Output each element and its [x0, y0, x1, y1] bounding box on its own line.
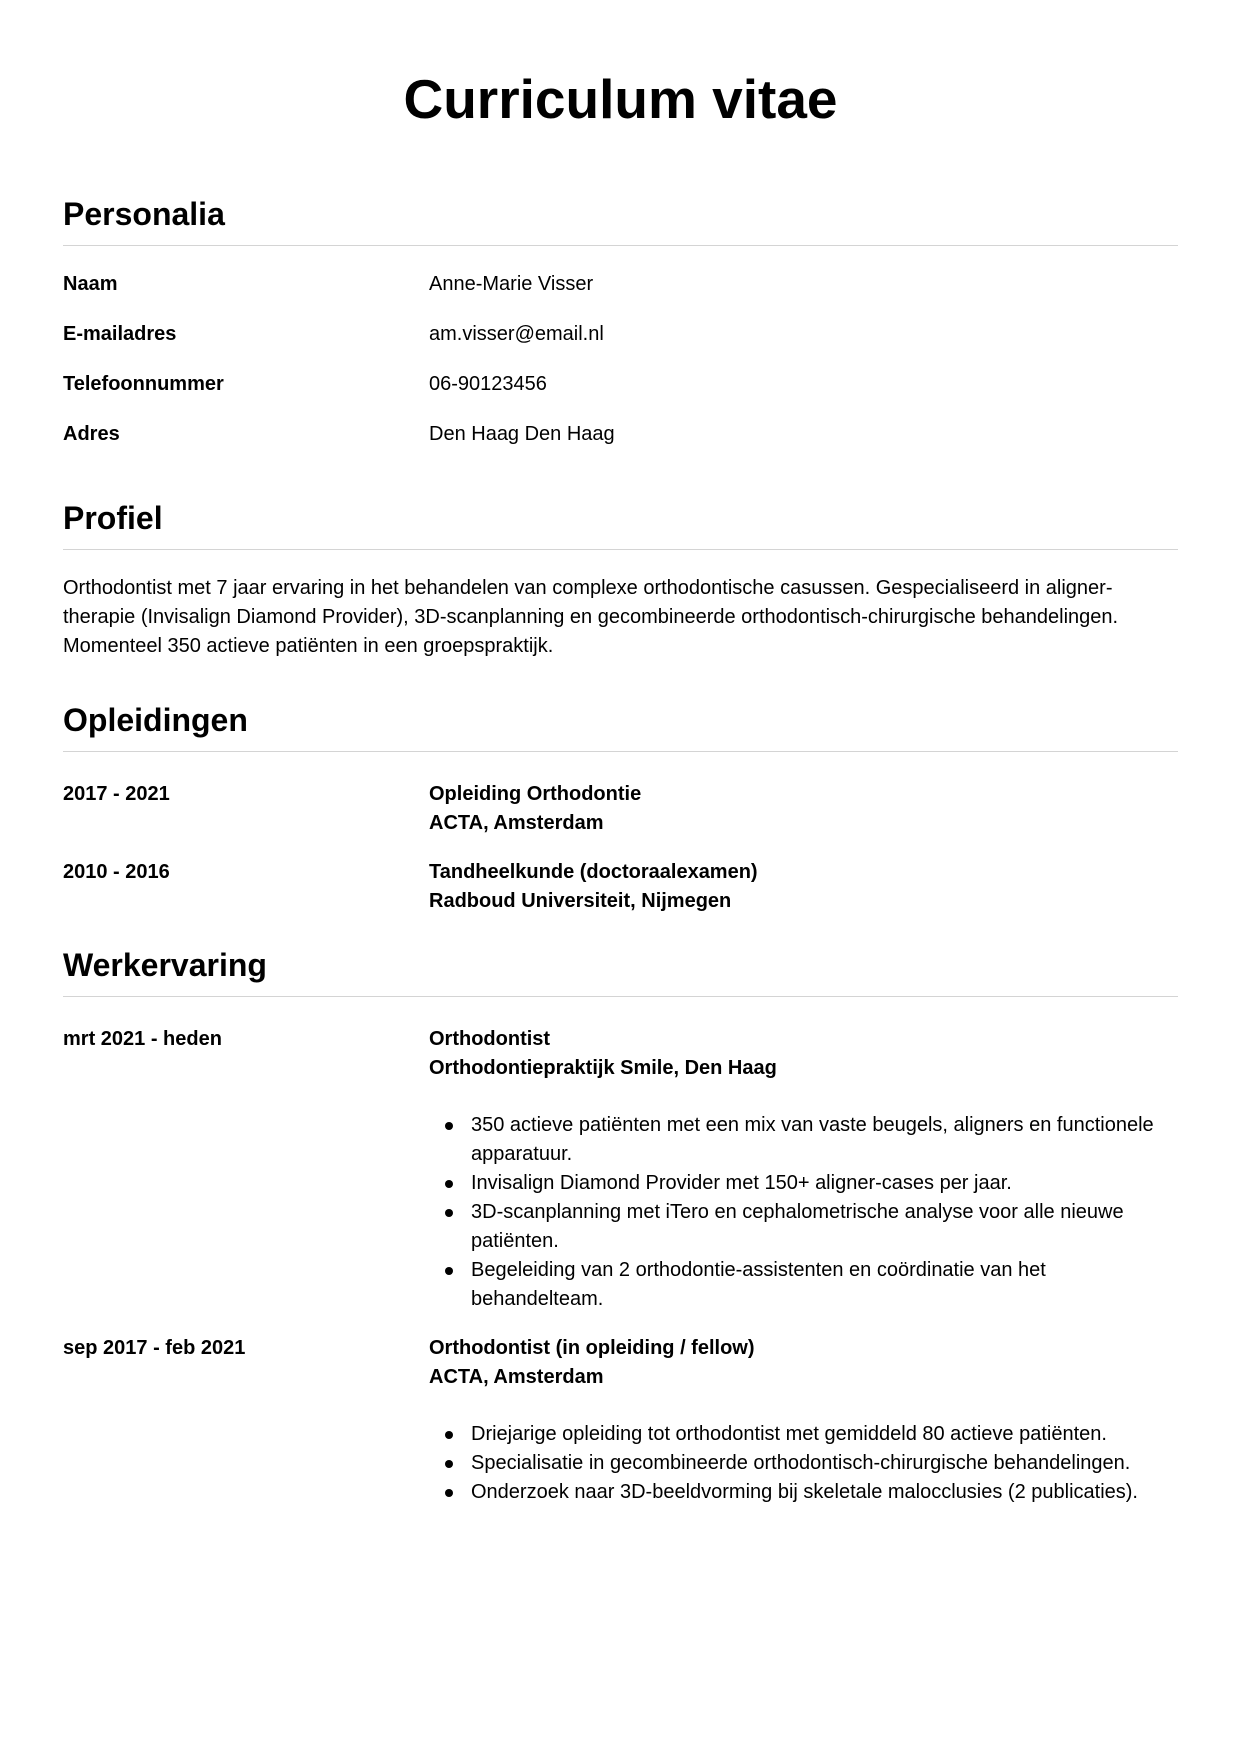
- personalia-list: [63, 270, 1178, 470]
- profile-text: Orthodontist met 7 jaar ervaring in het behandelen van complexe orthodontische casussen. Gespecialiseerd in aligner-therapie (Invisalign Diamond Provider), 3D-scanplanning en gecombineerde orthodontisch-chirurgische behandelingen. Momenteel 350 actieve patiënten in een groepspraktijk.: [63, 577, 1119, 657]
- entry-dates: 2010 - 2016: [63, 861, 170, 883]
- personalia-label: Telefoonnummer: [63, 373, 224, 395]
- entry-dates: mrt 2021 - heden: [63, 1028, 222, 1050]
- entry-dates: sep 2017 - feb 2021: [63, 1337, 246, 1359]
- bullet-item: Invisalign Diamond Provider met 150+ aligner-cases per jaar.: [471, 1169, 1178, 1198]
- personalia-value: am.visser@email.nl: [429, 323, 604, 345]
- entry-organization: ACTA, Amsterdam: [429, 1366, 604, 1388]
- section-heading-opleidingen: Opleidingen: [63, 701, 1178, 752]
- bullet-item: Driejarige opleiding tot orthodontist met gemiddeld 80 actieve patiënten.: [471, 1420, 1178, 1449]
- opleidingen-section: [63, 701, 1178, 916]
- bullet-item: Onderzoek naar 3D-beeldvorming bij skeletale malocclusies (2 publicaties).: [471, 1478, 1178, 1507]
- section-heading-profiel: Profiel: [63, 499, 1178, 550]
- entry-organization: ACTA, Amsterdam: [429, 812, 604, 834]
- bullet-item: Begeleiding van 2 orthodontie-assistenten en coördinatie van het behandelteam.: [471, 1256, 1178, 1314]
- werkervaring-section: [63, 946, 1178, 1507]
- profiel-section: [63, 499, 1178, 661]
- work-entry: [63, 1025, 1178, 1314]
- personalia-row-telefoon: [63, 370, 1178, 420]
- section-heading-personalia: Personalia: [63, 195, 1178, 246]
- entry-body: [429, 858, 1178, 916]
- entry-title: Opleiding Orthodontie: [429, 783, 642, 805]
- personalia-value: Anne-Marie Visser: [429, 273, 594, 295]
- personalia-row-naam: [63, 270, 1178, 320]
- personalia-row-adres: [63, 420, 1178, 470]
- bullet-item: Specialisatie in gecombineerde orthodontisch-chirurgische behandelingen.: [471, 1449, 1178, 1478]
- entry-organization: Radboud Universiteit, Nijmegen: [429, 890, 732, 912]
- page-title: Curriculum vitae: [403, 68, 838, 130]
- work-entry: [63, 1334, 1178, 1507]
- personalia-label: Adres: [63, 423, 120, 445]
- entry-title: Orthodontist: [429, 1028, 551, 1050]
- work-list: [63, 1025, 1178, 1507]
- entry-body: [429, 780, 1178, 838]
- personalia-label: Naam: [63, 273, 118, 295]
- personalia-label: E-mailadres: [63, 323, 177, 345]
- education-entry: [63, 780, 1178, 838]
- bullet-item: 3D-scanplanning met iTero en cephalometrische analyse voor alle nieuwe patiënten.: [471, 1198, 1178, 1256]
- entry-organization: Orthodontiepraktijk Smile, Den Haag: [429, 1057, 777, 1079]
- personalia-section: [63, 195, 1178, 470]
- education-list: [63, 780, 1178, 916]
- section-heading-werkervaring: Werkervaring: [63, 946, 1178, 997]
- entry-body: [429, 1334, 1178, 1507]
- education-entry: [63, 858, 1178, 916]
- entry-title: Orthodontist (in opleiding / fellow): [429, 1337, 755, 1359]
- bullet-item: 350 actieve patiënten met een mix van vaste beugels, aligners en functionele apparatuur.: [471, 1111, 1178, 1169]
- bullet-list: [429, 1420, 1178, 1507]
- entry-body: [429, 1025, 1178, 1314]
- personalia-row-email: [63, 320, 1178, 370]
- bullet-list: [429, 1111, 1178, 1314]
- personalia-value: 06-90123456: [429, 373, 547, 395]
- entry-dates: 2017 - 2021: [63, 783, 170, 805]
- personalia-value: Den Haag Den Haag: [429, 423, 615, 445]
- entry-title: Tandheelkunde (doctoraalexamen): [429, 861, 758, 883]
